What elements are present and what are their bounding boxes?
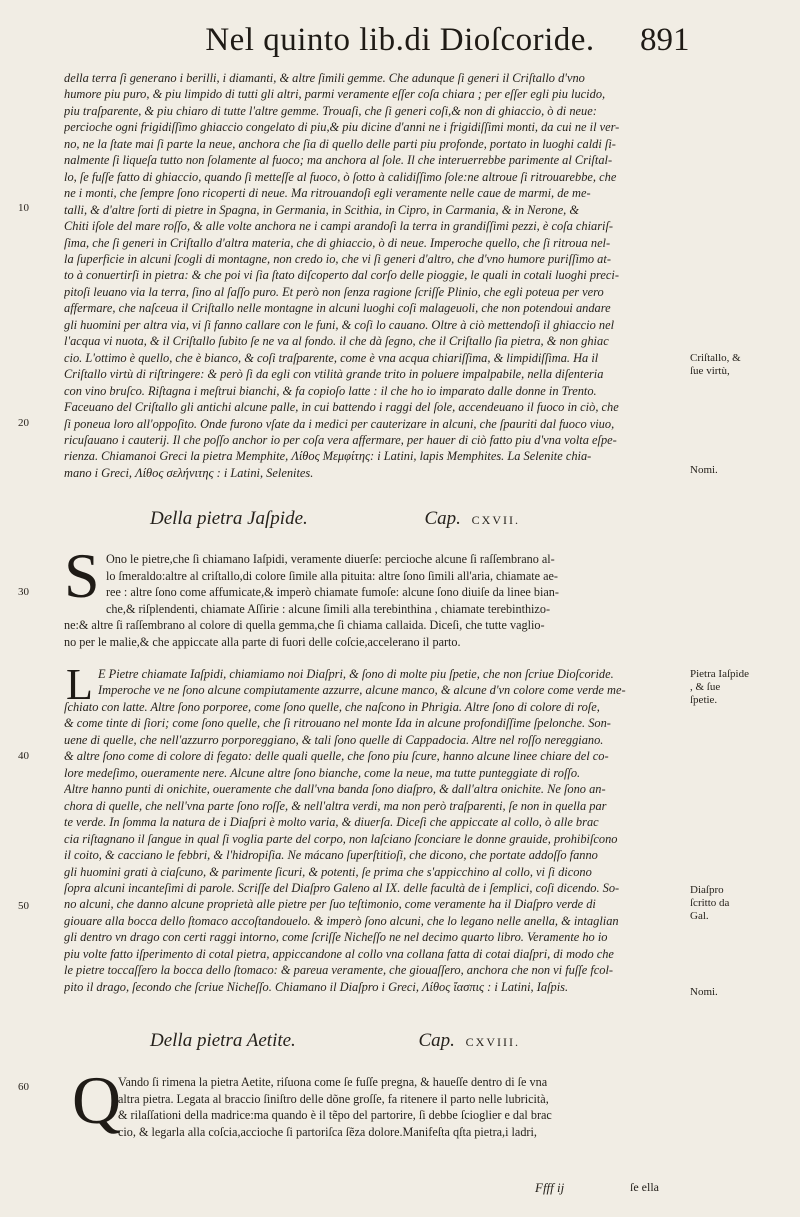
text-line: lo, ſe fuſſe fatto di ghiaccio, quando ſi metteſſe al fuoco, ò ſotto à calidiſſimo ſole:ne altroue ſi ritrouarebbe, che xyxy=(64,169,617,184)
text-line: ſopra alcuni incanteſimi di parole. Scriſſe del Diaſpro Galeno al IX. delle facultà de i ſemplici, coſi dicendo. So- xyxy=(64,880,620,895)
text-line: ſima, che ſi generi in Criſtallo d'altra materia, che di ghiaccio, ò di neue. Imperoche quello, che ſi ritroua nel- xyxy=(64,235,611,250)
text-line: Faceuano del Criſtallo gli antichi alcune palle, in cui battendo i raggi del ſole, accendeuano il fuoco in ciò, che xyxy=(64,400,619,415)
text-line: altra pietra. Legata al braccio ſiniſtro delle dõne groſſe, fa ritenere il parto nelle lubricità, xyxy=(118,1091,549,1106)
text-line: che,& riſplendenti, chiamate Aſſirie : alcune ſimili alla terebinthina , chiamate terebinthizo- xyxy=(106,601,550,616)
line-number: 10 xyxy=(18,202,29,214)
text-paragraph xyxy=(118,1074,680,1140)
text-line: lo ſmeraldo:altre al criſtallo,di colore ſimile alla pituita: altre ſono ſimili all'aria, chiamate ae- xyxy=(106,568,558,583)
line-number: 60 xyxy=(18,1081,29,1093)
margin-note-pietra: Pietra Iaſpide , & ſue ſpetie. xyxy=(690,668,749,706)
text-line: uene di quelle, che nell'azzurro porporeggiano, & tali ſono quelle di Cappadocia. Altre nel roſſo nereggiano. xyxy=(64,732,604,747)
text-line: Ono le pietre,che ſi chiamano Iaſpidi, veramente diuerſe: percioche alcune ſi raſſembrano al- xyxy=(106,552,555,566)
commentary-jaspide-first xyxy=(98,666,680,699)
chapter-title: Della pietra Aetite. xyxy=(150,1030,296,1051)
commentary-paragraph xyxy=(98,666,680,699)
text-line: ne i monti, che ſempre ſono ricoperti di neue. Ma ritrouandoſi egli veramente nelle caue de marmi, de me- xyxy=(64,186,591,201)
margin-note-cristallo: Criſtallo, & ſue virtù, xyxy=(690,352,741,377)
text-paragraph xyxy=(106,551,680,617)
text-line: giouare alla bocca dello ſtomaco accoſtandouelo. & imperò ſono alcuni, che lo legano nelle anella, & intaglian xyxy=(64,913,619,928)
text-line: & come tinte di ſiori; come ſono quelle, che ſi ritrouano nel monte Ida in alcune profondiſſime ſpelonche. Son- xyxy=(64,716,611,731)
text-line: mano i Greci, Λίθος σελήνιτης : i Latini, Selenites. xyxy=(64,465,314,480)
text-line: il coito, & cacciano le febbri, & l'hidropiſia. Ne mácano ſuperſtitioſi, che dicono, che portate addoſſo fanno xyxy=(64,848,598,863)
text-line: l'acqua vi nuota, & il Criſtallo ſubito ſe ne va al fondo. il che dà ſegno, che il Criſtallo ſia pietra, & non ghiac xyxy=(64,334,609,349)
drop-cap: Q xyxy=(72,1062,122,1138)
page-number: 891 xyxy=(640,22,690,58)
text-line: cio, & legarla alla coſcia,accioche ſi partoriſca ſẽza dolore.Manifeſta qſta pietra,i ladri, xyxy=(118,1124,537,1139)
commentary-paragraph xyxy=(64,70,680,481)
line-number: 40 xyxy=(18,750,29,762)
main-text-aetite xyxy=(118,1074,680,1140)
text-line: Chiti iſole del mare roſſo, & alle volte anchora ne i campi arandoſi la terra in grandiſſimi pezzi, è coſa chiariſ- xyxy=(64,219,614,234)
text-line: no, ne la ſtate mai ſi parte la neue, anchora che ſia di quello delle parti piu profonde, portato in luoghi caldi ſi- xyxy=(64,136,616,151)
text-line: nalmente ſi liqueſa tutto non ſolamente al fuoco; ma anchora al ſole. Il che interuerrebbe parimente al Criſtal- xyxy=(64,153,613,168)
text-line: percioche ogni frigidiſſimo ghiaccio congelato di piu,& piu dicine d'anni ne i frigidiſſimi monti, da cui ne il ver- xyxy=(64,120,620,135)
drop-cap: S xyxy=(64,540,100,611)
text-line: talli, & d'altre ſorti di pietre in Spagna, in Germania, in Scithia, in Cipro, in Carmania, & in Nerone, & xyxy=(64,202,580,217)
line-number: 50 xyxy=(18,900,29,912)
text-line: te verde. In ſomma la natura de i Diaſpri è molto varia, & diuerſa. Diceſi che appiccate al collo, ò alle brac xyxy=(64,815,599,830)
main-text-jaspide-first xyxy=(106,551,680,617)
text-line: Vando ſi rimena la pietra Aetite, riſuona come ſe fuſſe pregna, & haueſſe dentro di ſe vna xyxy=(118,1075,548,1089)
text-line: ne:& altre ſi raſſembrano al colore di quella gemma,che ſi chiama callaida. Diceſi, che tutte vaglio- xyxy=(64,618,545,632)
text-line: piu traſparente, & piu chiaro di tutte l'altre gemme. Trouaſi, che ſi generi coſi,& non di ghiaccio, ò di neue: xyxy=(64,103,597,118)
text-line: Imperoche ve ne ſono alcune compiutamente azzurre, alcune manco, & alcune d'vn colore come verde me- xyxy=(98,683,626,698)
chapter-heading-117 xyxy=(60,508,700,530)
chapter-title: Della pietra Jaſpide. xyxy=(150,508,308,529)
text-paragraph xyxy=(64,617,680,650)
text-line: & rilaſſationi della madrice:ma quando è il tẽpo del partorire, ſi debbe ſcioglier e dal brac xyxy=(118,1108,552,1123)
text-line: affermare, che naſceua il Criſtallo nelle montagne in alcuni luoghi coſi malageuoli, che non potendoui andare xyxy=(64,301,611,316)
margin-note-nomi: Nomi. xyxy=(690,464,718,476)
text-line: & altre ſono come di colore di fegato: delle quali quelle, che ſono piu ſcure, hanno alcune linee chiare del co- xyxy=(64,749,609,764)
drop-cap: L xyxy=(66,660,93,709)
text-line: gli dentro vn drago con certi raggi intorno, come ſcriſſe Nicheſſo ne nel decimo quarto libro. Veramente ho io xyxy=(64,930,608,945)
chapter-label: Cap. xyxy=(418,1030,455,1051)
text-line: E Pietre chiamate Iaſpidi, chiamiamo noi Diaſpri, & ſono di molte piu ſpetie, che non ſcriue Dioſcoride. xyxy=(98,667,614,681)
text-line: humore piu puro, & piu limpido di tutti gli altri, parmi veramente eſſer coſa chiara ; per eſſer egli piu lucido, xyxy=(64,87,606,102)
text-line: Altre hanno punti di onichite, oueramente che dall'vna banda ſono diaſpro, & dall'altra onichite. Ne ſono an- xyxy=(64,782,606,797)
text-line: lore medeſimo, oueramente nere. Alcune altre ſono bianche, come la neue, ma tutte punteggiate di roſſo. xyxy=(64,765,581,780)
chapter-heading-118 xyxy=(60,1030,700,1052)
text-line: ricuſauano i cauterij. Il che poſſo anchor io per coſa vera affermare, per hauer di ciò fatto piu d'vna volta eſpe- xyxy=(64,432,617,447)
text-line: chora di quelle, che nell'vna parte ſono roſſe, & nell'altra verdi, ma non però traſparenti, ſe non in quella par xyxy=(64,798,607,813)
text-line: no alcuni, che danno alcune proprietà alle pietre per ſuo teſtimonio, come veramente ha il Diaſpro verde di xyxy=(64,897,596,912)
text-line: con vino bruſco. Riſtagna i meſtrui bianchi, & fa copioſo latte : il che ho io imparato dalle donne in Trento. xyxy=(64,383,597,398)
chapter-number xyxy=(418,1030,700,1052)
line-number: 20 xyxy=(18,417,29,429)
commentary-paragraph xyxy=(64,699,680,995)
text-line: ree : altre ſono come affumicate,& imperò chiamate fumoſe: alcune ſono diuiſe da linee bian- xyxy=(106,585,559,600)
commentary-cristallo xyxy=(64,70,680,481)
text-line: gli huomini per altra via, vi ſi fanno callare con le funi, & coſi lo cauano. Oltre à ciò mettendoſi il ghiaccio nel xyxy=(64,317,615,332)
running-head: Nel quinto lib.di Dioſcoride. xyxy=(205,22,595,58)
signature-mark: Ffff ij xyxy=(535,1180,565,1195)
text-line: ſchiato con latte. Altre ſono porporee, come ſono quelle, che naſcono in Phrigia. Altre ſono di colore di roſe, xyxy=(64,700,600,714)
chapter-label: Cap. xyxy=(424,508,461,529)
text-line: pito il drago, ſecondo che ſcriue Nicheſſo. Chiamano il Diaſpro i Greci, Λίθος ἴασπις : i Latini, Iaſpis. xyxy=(64,979,569,994)
chapter-roman: CXVII. xyxy=(471,513,520,527)
commentary-jaspide-rest xyxy=(64,699,680,995)
text-line: to à conuertirſi in pietra: & che poi vi ſia ſtato diſcoperto dal corſo delle pioggie, le quali in cotali luoghi preci- xyxy=(64,268,619,283)
text-line: cia riſtagnano il ſangue in qual ſi voglia parte del corpo, non laſciano ſconciare le donne grauide, prohibiſcono xyxy=(64,831,618,846)
catchword: ſe ella xyxy=(630,1180,659,1194)
chapter-number xyxy=(424,508,700,530)
text-line: le pietre toccaſſero la bocca dello ſtomaco: & pareua veramente, che giouaſſero, anchora che non vi fuſſe fcol- xyxy=(64,963,614,978)
text-line: gli huomini grati à ciaſcuno, & parimente ſicuri, & potenti, ſe prima che s'appicchino al collo, vi ſi dicono xyxy=(64,864,592,879)
text-line: la ſuperficie in alcuni ſcogli di montagne, non credo io, che vi ſi generi d'altro, che d'vno humore puriſſimo at- xyxy=(64,251,611,266)
text-line: pitoſi leuano via la terra, ſino al ſaſſo puro. Et però non ſenza ragione ſcriſſe Plinio, che egli poteua per vero xyxy=(64,284,604,299)
line-number: 30 xyxy=(18,586,29,598)
text-line: ſi poneua loro all'oppoſito. Onde furono vſate da i medici per cauterizare in alcuni, che ſpauriti dal fuoco viuo, xyxy=(64,416,615,431)
margin-note-nomi: Nomi. xyxy=(690,986,718,998)
chapter-roman: CXVIII. xyxy=(465,1035,520,1049)
text-line: cio. L'ottimo è quello, che è bianco, & coſi traſparente, come è vna acqua chiariſſima, & limpidiſſima. Ha il xyxy=(64,350,599,365)
text-line: della terra ſi generano i berilli, i diamanti, & altre ſimili gemme. Che adunque ſi generi il Criſtallo d'vno xyxy=(64,71,585,85)
text-line: piu volte fatto iſperimento di cotal pietra, appiccandone al collo vna collana fatta di cotai diaſpri, di modo che xyxy=(64,946,614,961)
text-line: rienza. Chiamanoi Greci la pietra Memphite, Λίθος Μεμφίτης: i Latini, lapis Memphites. La Selenite chia- xyxy=(64,449,592,464)
text-line: Criſtallo virtù di riſtringere: & però ſi da egli con vtilità grande trito in poluere impalpabile, nella diſenteria xyxy=(64,367,604,382)
margin-note-diaspro: Diaſpro ſcritto da Gal. xyxy=(690,884,730,922)
main-text-jaspide-rest xyxy=(64,617,680,650)
text-line: no per le malie,& che appiccate alla parte di fuori delle coſcie,accelerano il parto. xyxy=(64,634,461,649)
